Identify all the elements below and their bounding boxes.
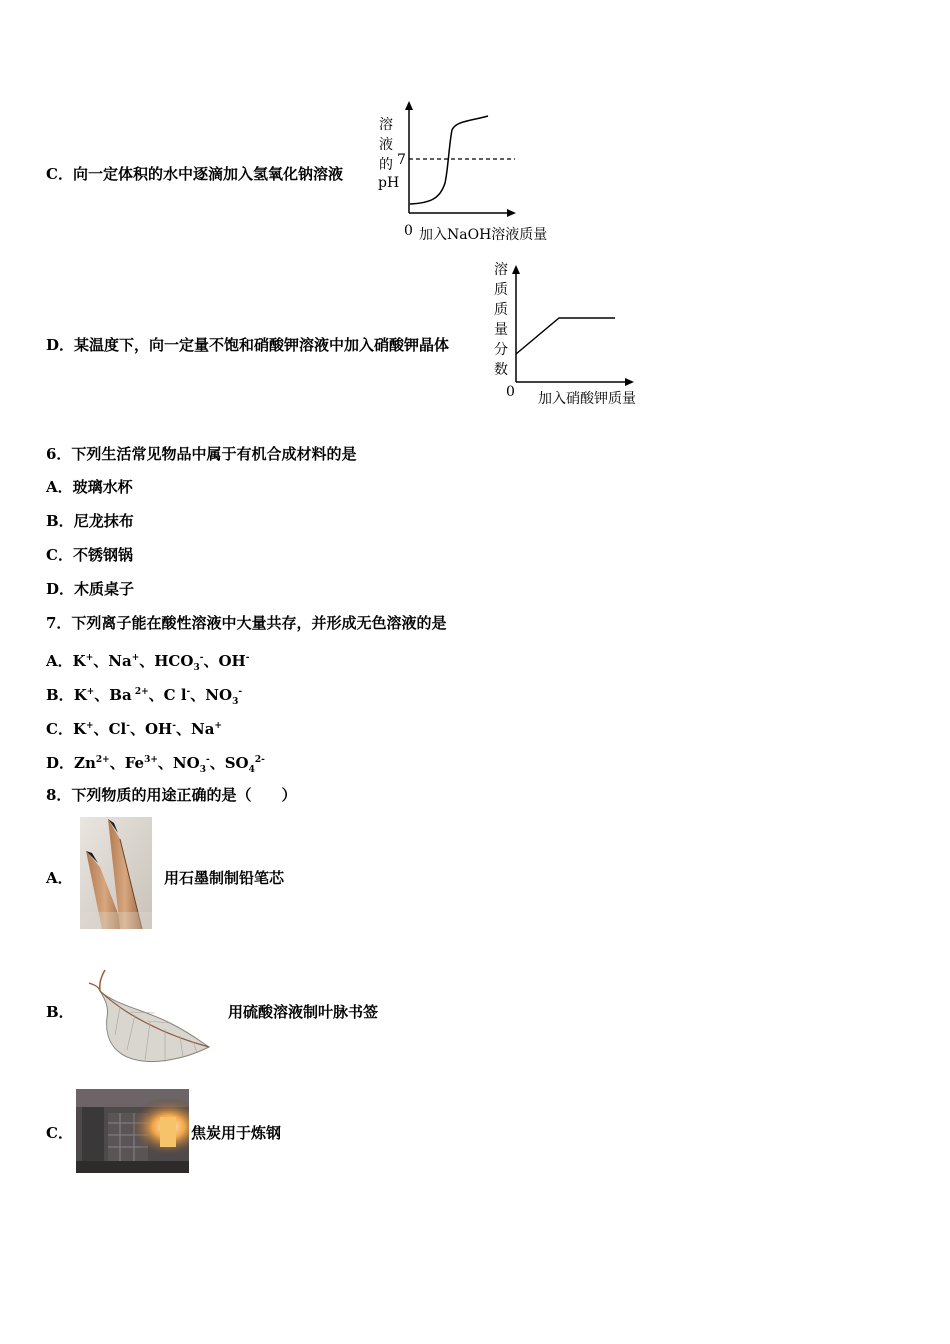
option-text: 向一定体积的水中逐滴加入氢氧化钠溶液: [72, 165, 343, 183]
ion-charge: +: [86, 687, 95, 697]
q8-option-c-text: 焦炭用于炼钢: [191, 1124, 282, 1142]
ion-charge: +: [86, 721, 94, 731]
steel-furnace-image: [76, 1089, 189, 1173]
ph-x-arrow: [507, 209, 516, 217]
q6-option-b: [46, 511, 134, 531]
q7-option-a: [46, 648, 249, 678]
ion: Cl: [108, 720, 127, 738]
ion: C l: [163, 686, 187, 704]
ion: Na: [108, 652, 132, 670]
ion-subscript: 3: [193, 663, 200, 673]
ion-charge: -: [245, 653, 250, 663]
solute-y-label-3: 质: [494, 302, 508, 318]
solute-origin: 0: [506, 384, 515, 400]
solute-y-label-6: 数: [494, 362, 508, 378]
q7-option-c: [46, 716, 222, 739]
ion: Ba: [109, 686, 132, 704]
ph-graph: [370, 95, 570, 250]
ion: K: [72, 720, 86, 738]
solute-y-label-4: 量: [494, 322, 508, 338]
ion-charge: -: [199, 653, 204, 663]
ph-ref-value: 7: [397, 152, 406, 168]
ion-charge: +: [214, 721, 222, 731]
option-label: D．: [46, 580, 75, 598]
solute-y-label-1: 溶: [494, 262, 508, 278]
q8-option-a-text: 用石墨制制铅笔芯: [164, 869, 285, 887]
solute-y-label-5: 分: [494, 342, 508, 358]
q6-option-a: [46, 477, 133, 497]
ion: NO: [172, 754, 200, 772]
ion-charge: 2+: [131, 687, 149, 697]
option-label: B．: [46, 512, 74, 530]
separator: 、: [190, 686, 206, 704]
solute-y-label-2: 质: [494, 282, 508, 298]
separator: 、: [93, 720, 109, 738]
separator: 、: [109, 754, 125, 772]
q7-option-b: [46, 682, 242, 712]
ion-charge: 2+: [95, 755, 110, 765]
q5-option-c: [46, 164, 343, 184]
option-label: A．: [46, 652, 73, 670]
option-text: 某温度下，向一定量不饱和硝酸钾溶液中加入硝酸钾晶体: [74, 336, 450, 354]
ion-charge: 2-: [254, 755, 265, 765]
option-label: D．: [46, 336, 75, 354]
solute-y-arrow: [512, 265, 520, 274]
ion-charge: -: [205, 755, 210, 765]
ion: Fe: [124, 754, 145, 772]
ion: HCO: [154, 652, 194, 670]
ion: SO: [224, 754, 249, 772]
solute-curve: [516, 318, 615, 354]
q8-option-b-text: 用硫酸溶液制叶脉书签: [228, 1003, 379, 1021]
separator: 、: [94, 686, 110, 704]
ion-charge: -: [126, 721, 130, 731]
ion-charge: -: [238, 687, 243, 697]
option-text: 木质桌子: [74, 580, 135, 598]
q7-option-d: [46, 750, 265, 780]
solute-graph: [485, 255, 655, 410]
ion-charge: 3+: [144, 755, 158, 765]
ph-curve: [410, 116, 488, 204]
separator: 、: [129, 720, 145, 738]
ion: Na: [190, 720, 215, 738]
ph-y-label-3: 的: [379, 157, 393, 173]
ph-origin: 0: [404, 223, 413, 239]
ion: NO: [205, 686, 233, 704]
ph-y-label-ph: pH: [378, 175, 400, 191]
q8-option-a-label: A．: [46, 869, 73, 887]
solute-x-label: 加入硝酸钾质量: [538, 391, 636, 407]
ion: OH: [144, 720, 173, 738]
separator: 、: [203, 652, 219, 670]
option-label: C．: [46, 165, 73, 183]
ph-y-label-1: 溶: [379, 117, 393, 133]
separator: 、: [157, 754, 173, 772]
q6-stem: 6．下列生活常见物品中属于有机合成材料的是: [46, 445, 357, 463]
option-text: 不锈钢锅: [72, 546, 133, 564]
ion: K: [72, 652, 86, 670]
ion-charge: -: [186, 687, 191, 697]
q5-option-d: [46, 335, 449, 355]
option-label: C．: [46, 546, 73, 564]
ph-y-arrow: [405, 101, 413, 110]
option-label: C．: [46, 720, 73, 738]
q8-option-b-label: B．: [46, 1003, 74, 1021]
option-text: 玻璃水杯: [72, 478, 133, 496]
q6-option-c: [46, 545, 133, 565]
q8-option-c-label: C．: [46, 1124, 73, 1142]
ion-subscript: 3: [199, 765, 206, 775]
ion: Zn: [74, 754, 96, 772]
option-text: 尼龙抹布: [73, 512, 134, 530]
ion-charge: -: [172, 721, 176, 731]
q8-stem: 8．下列物质的用途正确的是（ ）: [46, 786, 297, 804]
ion-charge: +: [85, 653, 94, 663]
option-label: A．: [46, 478, 73, 496]
option-label: B．: [46, 686, 74, 704]
ion: K: [73, 686, 87, 704]
ph-x-label: 加入NaOH溶液质量: [419, 227, 548, 243]
separator: 、: [93, 652, 109, 670]
ph-y-label-2: 液: [379, 137, 393, 153]
separator: 、: [175, 720, 191, 738]
ion-charge: +: [131, 653, 140, 663]
separator: 、: [209, 754, 225, 772]
separator: 、: [148, 686, 164, 704]
q6-option-d: [46, 579, 134, 599]
ion: OH: [218, 652, 246, 670]
option-label: D．: [46, 754, 75, 772]
q7-stem: 7．下列离子能在酸性溶液中大量共存，并形成无色溶液的是: [46, 614, 447, 632]
pencil-image: [80, 817, 152, 929]
solute-x-arrow: [625, 378, 634, 386]
separator: 、: [139, 652, 155, 670]
leaf-image: [75, 965, 215, 1070]
ion-subscript: 3: [232, 697, 239, 707]
ion-subscript: 4: [248, 765, 255, 775]
